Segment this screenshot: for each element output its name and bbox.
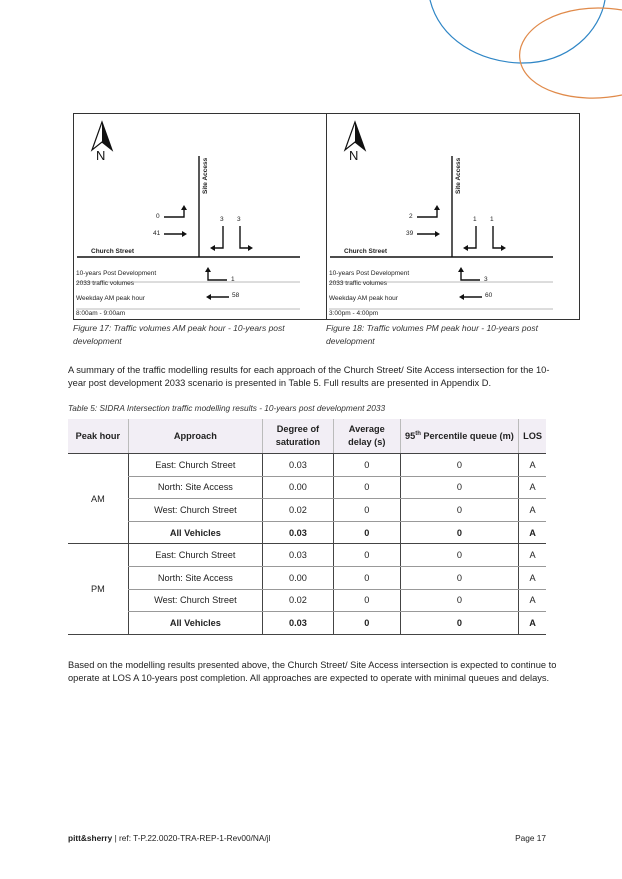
figure-17-caption: Figure 17: Traffic volumes AM peak hour - 10-years post development	[73, 323, 285, 346]
east-left-volume: 3	[484, 276, 488, 283]
los-cell: A	[519, 544, 546, 567]
queue-sup: th	[415, 431, 421, 438]
north-left-turn-arrow	[466, 226, 476, 248]
approach-cell: North: Site Access	[128, 566, 262, 589]
degree-cell: 0.03	[263, 544, 334, 567]
header-los: LOS	[519, 419, 546, 454]
legend-scenario: 10-years Post Development	[329, 270, 410, 277]
legend-peak: Weekday AM peak hour	[329, 295, 398, 302]
north-right-turn-arrow	[493, 226, 503, 248]
approach-cell: East: Church Street	[128, 454, 262, 477]
table-row	[68, 612, 546, 635]
approach-cell: All Vehicles	[128, 612, 262, 635]
decorative-arcs	[0, 0, 622, 110]
table-header-row	[68, 419, 546, 454]
footer-ref: | ref: T-P.22.0020-TRA-REP-1-Rev00/NA/jl	[112, 833, 271, 843]
degree-cell: 0.02	[263, 589, 334, 612]
header-peak-hour: Peak hour	[68, 419, 128, 454]
header-queue	[400, 419, 518, 454]
north-right-volume: 1	[490, 216, 494, 223]
approach-cell: All Vehicles	[128, 521, 262, 544]
footer-brand: pitt&sherry	[68, 833, 113, 843]
table-row	[68, 566, 546, 589]
west-right-volume: 0	[156, 213, 160, 220]
los-cell: A	[519, 476, 546, 499]
legend-scenario: 10-years Post Development	[76, 270, 157, 277]
degree-cell: 0.03	[263, 521, 334, 544]
sidra-results-table	[68, 419, 546, 635]
north-label: N	[96, 148, 106, 163]
east-left-turn-arrow	[461, 270, 480, 280]
queue-cell: 0	[400, 476, 518, 499]
approach-cell: East: Church Street	[128, 544, 262, 567]
table-row	[68, 589, 546, 612]
header-approach: Approach	[128, 419, 262, 454]
page-footer	[68, 833, 546, 843]
north-left-volume: 1	[473, 216, 477, 223]
delay-cell: 0	[333, 499, 400, 522]
intro-paragraph: A summary of the traffic modelling results for each approach of the Church Street/ Site Access intersection for the 10-year post development 2033 scenario is presented in Table 5. Full results are presented in Appendix D.	[68, 365, 550, 388]
los-cell: A	[519, 454, 546, 477]
church-street-label: Church Street	[91, 248, 134, 255]
figure-pm-traffic-volumes	[326, 113, 580, 320]
east-through-volume: 60	[485, 292, 493, 299]
peak-hour-cell: PM	[68, 544, 128, 634]
west-right-volume: 2	[409, 213, 413, 220]
west-through-volume: 39	[406, 230, 414, 237]
figure-diagram	[74, 114, 326, 319]
site-access-label: Site Access	[455, 157, 462, 194]
legend-peak: Weekday AM peak hour	[76, 295, 145, 302]
table-caption: Table 5: SIDRA Intersection traffic modelling results - 10-years post development 2033	[68, 403, 386, 413]
figure-18-caption: Figure 18: Traffic volumes PM peak hour - 10-years post development	[326, 323, 538, 346]
legend-time: 8:00am - 9:00am	[76, 310, 126, 317]
peak-hour-cell: AM	[68, 454, 128, 544]
delay-cell: 0	[333, 589, 400, 612]
queue-cell: 0	[400, 612, 518, 635]
queue-cell: 0	[400, 521, 518, 544]
north-left-turn-arrow	[213, 226, 223, 248]
delay-cell: 0	[333, 544, 400, 567]
delay-cell: 0	[333, 612, 400, 635]
delay-cell: 0	[333, 566, 400, 589]
north-right-volume: 3	[237, 216, 241, 223]
degree-cell: 0.02	[263, 499, 334, 522]
table-row	[68, 499, 546, 522]
degree-cell: 0.00	[263, 566, 334, 589]
church-street-label: Church Street	[344, 248, 387, 255]
queue-rest: Percentile queue (m)	[420, 431, 514, 442]
page-number: Page 17	[515, 833, 546, 843]
los-cell: A	[519, 612, 546, 635]
header-delay: Average delay (s)	[333, 419, 400, 454]
degree-cell: 0.03	[263, 612, 334, 635]
approach-cell: West: Church Street	[128, 589, 262, 612]
queue-cell: 0	[400, 499, 518, 522]
approach-cell: West: Church Street	[128, 499, 262, 522]
east-left-turn-arrow	[208, 270, 227, 280]
table-row	[68, 476, 546, 499]
queue-cell: 0	[400, 566, 518, 589]
los-cell: A	[519, 499, 546, 522]
site-access-label: Site Access	[202, 157, 209, 194]
legend-time: 3:00pm - 4:00pm	[329, 310, 379, 317]
queue-cell: 0	[400, 454, 518, 477]
degree-cell: 0.03	[263, 454, 334, 477]
queue-cell: 0	[400, 589, 518, 612]
east-left-volume: 1	[231, 276, 235, 283]
approach-cell: North: Site Access	[128, 476, 262, 499]
legend-volumes: 2033 traffic volumes	[76, 280, 135, 287]
legend-volumes: 2033 traffic volumes	[329, 280, 388, 287]
queue-prefix: 95	[404, 431, 416, 442]
delay-cell: 0	[333, 521, 400, 544]
figure-am-traffic-volumes	[73, 113, 327, 320]
queue-cell: 0	[400, 544, 518, 567]
table-row	[68, 454, 546, 477]
west-right-turn-arrow	[417, 208, 437, 217]
delay-cell: 0	[333, 454, 400, 477]
conclusion-paragraph: Based on the modelling results presented above, the Church Street/ Site Access intersection is expected to continue to operate at LOS A 10-years post completion. All approaches are expected to operate with minimal queues and delays.	[68, 660, 557, 683]
header-degree: Degree of saturation	[263, 419, 334, 454]
east-through-volume: 58	[232, 292, 240, 299]
degree-cell: 0.00	[263, 476, 334, 499]
los-cell: A	[519, 589, 546, 612]
table-row	[68, 544, 546, 567]
los-cell: A	[519, 566, 546, 589]
west-right-turn-arrow	[164, 208, 184, 217]
los-cell: A	[519, 521, 546, 544]
figure-diagram	[327, 114, 579, 319]
north-label: N	[349, 148, 359, 163]
north-left-volume: 3	[220, 216, 224, 223]
delay-cell: 0	[333, 476, 400, 499]
west-through-volume: 41	[153, 230, 161, 237]
table-row	[68, 521, 546, 544]
north-right-turn-arrow	[240, 226, 250, 248]
